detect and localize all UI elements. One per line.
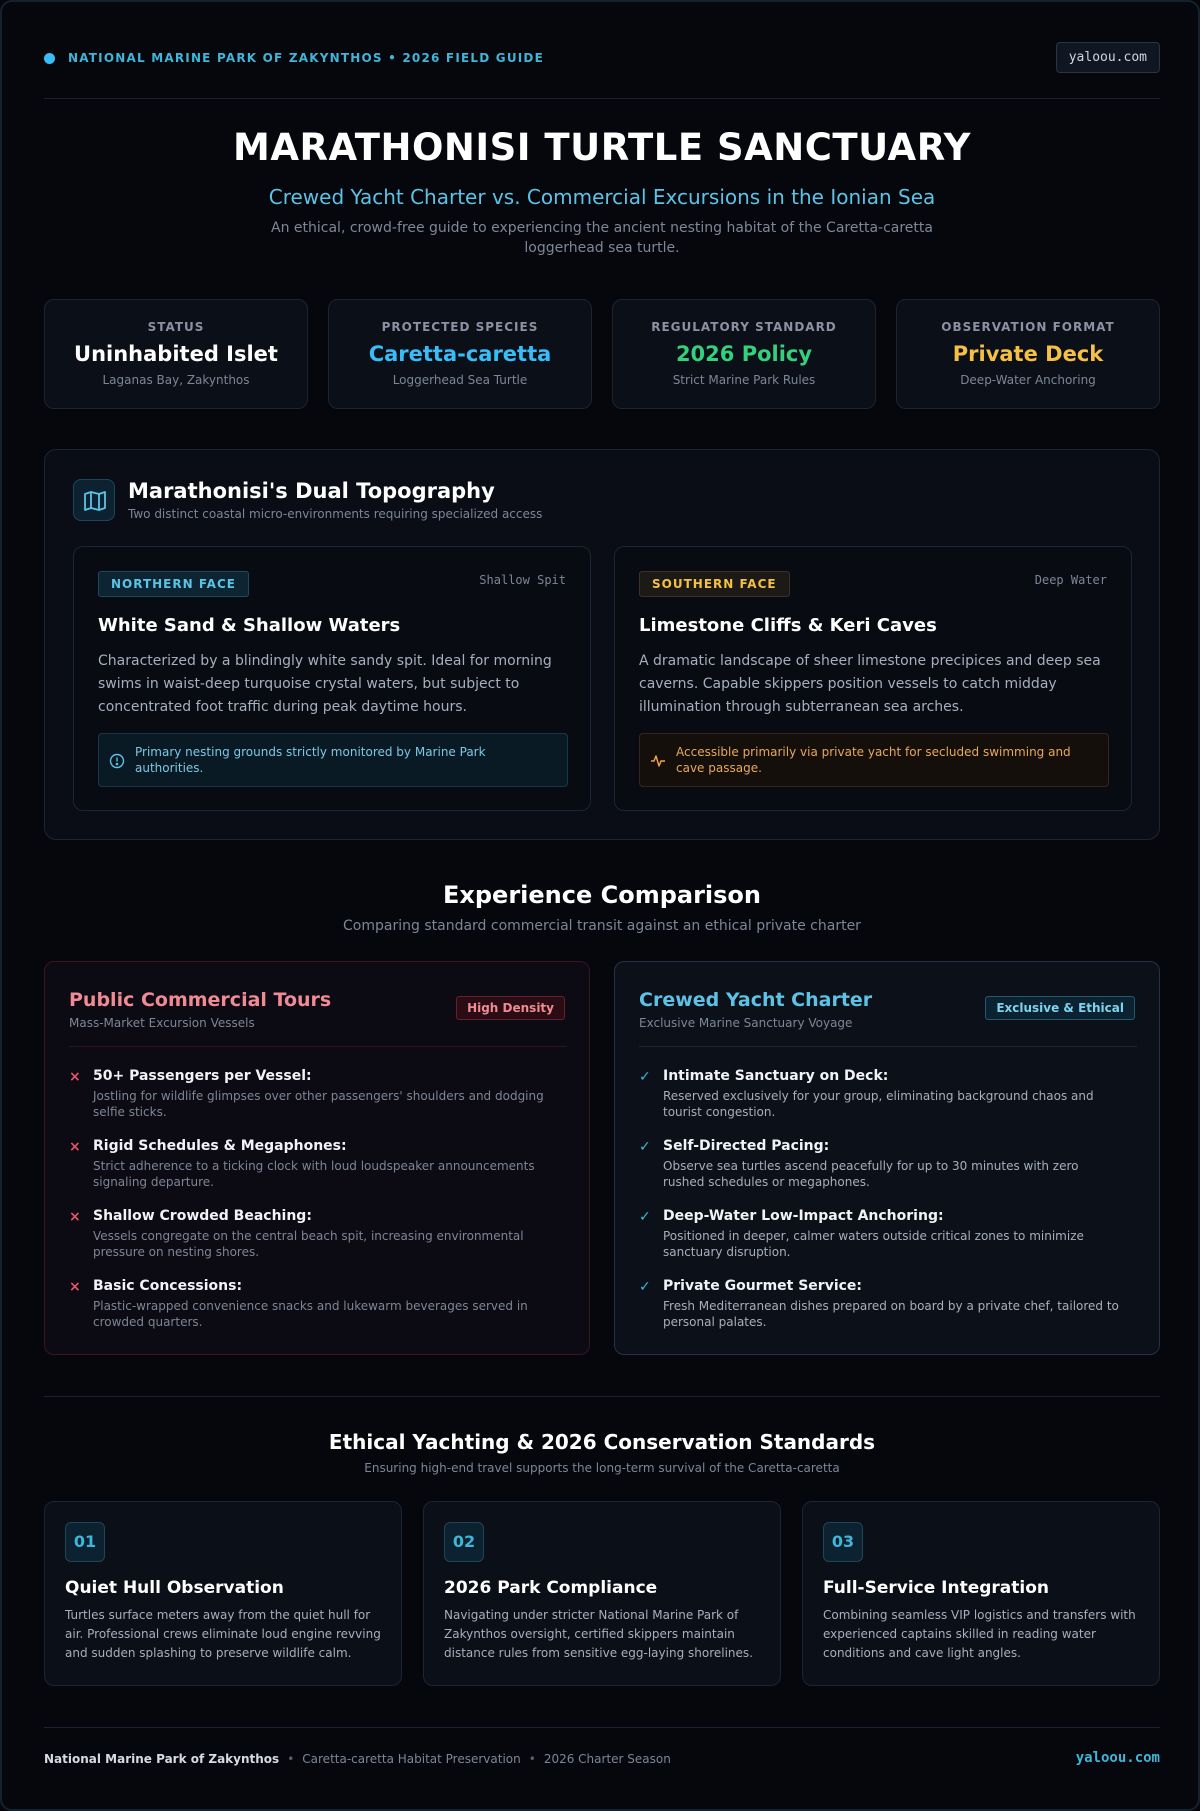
commercial-tours-column [44,961,590,1355]
cross-icon: × [69,1209,81,1225]
standard-card-quiet-hull [44,1501,402,1686]
check-icon: ✓ [639,1139,651,1155]
page-title: MARATHONISI TURTLE SANCTUARY [233,126,971,169]
page-subtitle: Crewed Yacht Charter vs. Commercial Excursions in the Ionian Sea [268,185,936,209]
column-title: Crewed Yacht Charter [639,989,873,1011]
section-divider [44,1396,1160,1397]
check-icon: ✓ [639,1069,651,1085]
face-meta: Shallow Spit [479,573,566,587]
item-title: Basic Concessions: [93,1278,243,1294]
topography-panel [44,449,1160,840]
face-note [98,733,568,787]
item-title: Shallow Crowded Beaching: [93,1208,312,1224]
card-body: Combining seamless VIP logistics and transfers with experienced captains skilled in reading water conditions and cave light angles. [823,1608,1136,1660]
item-desc: Vessels congregate on the central beach spit, increasing environmental pressure on nesting shores. [93,1229,524,1259]
column-divider [639,1046,1137,1047]
card-title: Quiet Hull Observation [65,1578,284,1598]
stat-card-observation [896,299,1160,409]
column-title: Public Commercial Tours [69,989,332,1011]
face-note-text: Primary nesting grounds strictly monitored by Marine Park authorities. [135,745,486,775]
info-icon [109,753,125,769]
face-tag: NORTHERN FACE [98,571,249,597]
item-title: 50+ Passengers per Vessel: [93,1068,312,1084]
page-description: An ethical, crowd-free guide to experiencing the ancient nesting habitat of the Caretta-caretta loggerhead sea turtle. [271,220,933,256]
card-number: 02 [444,1522,484,1562]
standards-title: Ethical Yachting & 2026 Conservation Standards [328,1430,876,1454]
item-desc: Plastic-wrapped convenience snacks and lukewarm beverages served in crowded quarters. [93,1299,528,1329]
face-meta: Deep Water [1034,573,1107,587]
domain-badge[interactable]: yaloou.com [1056,42,1160,73]
stat-label: OBSERVATION FORMAT [941,320,1115,334]
stat-value: Private Deck [952,342,1104,366]
footer-divider [44,1727,1160,1728]
face-title: White Sand & Shallow Waters [98,615,401,636]
stat-label: PROTECTED SPECIES [381,320,539,334]
footer [44,1750,1160,1770]
cross-icon: × [69,1279,81,1295]
map-icon [73,479,115,521]
stat-card-species [328,299,592,409]
item-title: Rigid Schedules & Megaphones: [93,1138,347,1154]
card-title: Full-Service Integration [823,1578,1050,1598]
check-icon: ✓ [639,1209,651,1225]
item-desc: Reserved exclusively for your group, eliminating background chaos and tourist congestion. [663,1089,1094,1119]
face-body: A dramatic landscape of sheer limestone precipices and deep sea caverns. Capable skippers position vessels to catch midday illumination through subterranean sea arches. [639,653,1101,715]
stat-sub: Loggerhead Sea Turtle [392,373,528,387]
stat-sub: Strict Marine Park Rules [672,373,816,387]
footer-credits [44,1752,671,1766]
comparison-subtitle: Comparing standard commercial transit against an ethical private charter [343,918,861,934]
eyebrow-text: NATIONAL MARINE PARK OF ZAKYNTHOS • 2026 FIELD GUIDE [68,51,544,65]
yacht-charter-column [614,961,1160,1355]
stat-label: STATUS [147,320,205,334]
stat-value: 2026 Policy [675,342,813,366]
card-body: Turtles surface meters away from the quiet hull for air. Professional crews eliminate loud engine revving and sudden splashing to preserve wildlife calm. [65,1608,381,1660]
status-dot-icon [44,53,55,64]
stat-card-status [44,299,308,409]
card-number: 03 [823,1522,863,1562]
topography-title: Marathonisi's Dual Topography [128,479,495,503]
item-desc: Positioned in deeper, calmer waters outside critical zones to minimize sanctuary disruption. [663,1229,1084,1259]
face-tag: SOUTHERN FACE [639,571,790,597]
item-title: Deep-Water Low-Impact Anchoring: [663,1208,944,1224]
northern-face-card [73,546,591,811]
item-desc: Strict adherence to a ticking clock with loud loudspeaker announcements signaling departure. [93,1159,535,1189]
face-note [639,733,1109,787]
stat-value: Uninhabited Islet [74,342,278,366]
southern-face-card [614,546,1132,811]
stat-sub: Laganas Bay, Zakynthos [102,373,250,387]
card-body: Navigating under stricter National Marine Park of Zakynthos oversight, certified skippers maintain distance rules from sensitive egg-laying shorelines. [444,1608,753,1660]
standard-card-park-compliance [423,1501,781,1686]
face-body: Characterized by a blindingly white sandy spit. Ideal for morning swims in waist-deep turquoise crystal waters, but subject to concentrated foot traffic during peak daytime hours. [98,653,552,715]
standard-card-full-service [802,1501,1160,1686]
check-icon: ✓ [639,1279,651,1295]
stat-label: REGULATORY STANDARD [651,320,837,334]
item-title: Intimate Sanctuary on Deck: [663,1068,889,1084]
card-number: 01 [65,1522,105,1562]
topography-subtitle: Two distinct coastal micro-environments requiring specialized access [128,507,543,521]
face-note-text: Accessible primarily via private yacht for secluded swimming and cave passage. [676,745,1071,775]
footer-org: National Marine Park of Zakynthos [44,1752,280,1766]
density-badge: High Density [456,996,565,1020]
standards-subtitle: Ensuring high-end travel supports the long-term survival of the Caretta-caretta [364,1461,840,1475]
item-desc: Fresh Mediterranean dishes prepared on board by a private chef, tailored to personal palates. [663,1299,1119,1329]
header-divider [44,98,1160,99]
face-title: Limestone Cliffs & Keri Caves [639,615,937,636]
column-divider [69,1046,567,1047]
footer-separator: • [528,1752,536,1766]
footer-item: Caretta-caretta Habitat Preservation [302,1752,521,1766]
item-title: Private Gourmet Service: [663,1278,863,1294]
footer-separator: • [287,1752,295,1766]
stat-sub: Deep-Water Anchoring [960,373,1096,387]
cross-icon: × [69,1139,81,1155]
column-subtitle: Exclusive Marine Sanctuary Voyage [639,1016,853,1030]
column-subtitle: Mass-Market Excursion Vessels [69,1016,255,1030]
footer-domain-link[interactable]: yaloou.com [1075,1750,1160,1766]
top-bar [44,42,1160,74]
item-desc: Jostling for wildlife glimpses over other passengers' shoulders and dodging selfie sticks. [93,1089,544,1119]
footer-item: 2026 Charter Season [543,1752,671,1766]
card-title: 2026 Park Compliance [444,1578,658,1598]
stat-card-regulatory [612,299,876,409]
item-desc: Observe sea turtles ascend peacefully for up to 30 minutes with zero rushed schedules or megaphones. [663,1159,1079,1189]
exclusive-badge: Exclusive & Ethical [985,996,1135,1020]
comparison-title: Experience Comparison [442,881,762,909]
stat-value: Caretta-caretta [368,342,552,366]
pulse-icon [650,753,666,769]
item-title: Self-Directed Pacing: [663,1138,830,1154]
cross-icon: × [69,1069,81,1085]
